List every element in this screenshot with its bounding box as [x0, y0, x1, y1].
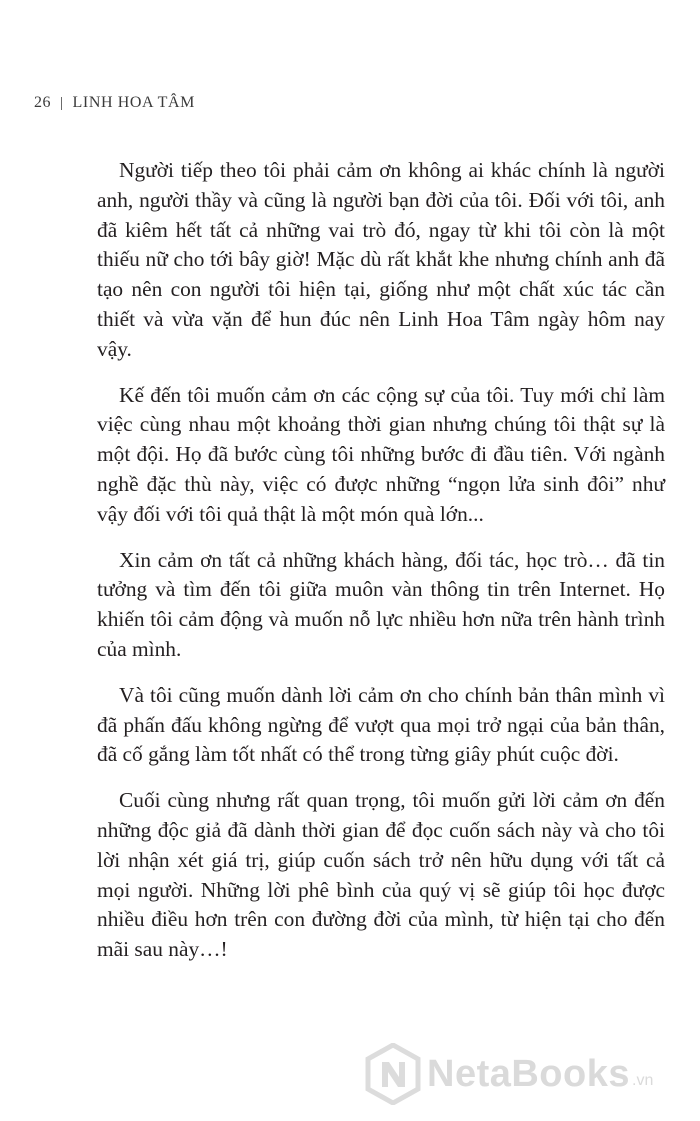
page-number: 26 [34, 94, 51, 111]
body-text [97, 156, 665, 981]
book-title: LINH HOA TÂM [72, 94, 195, 111]
header-separator: | [60, 95, 64, 111]
paragraph-4: Và tôi cũng muốn dành lời cảm ơn cho chính bản thân mình vì đã phấn đấu không ngừng để vượt qua mọi trở ngại của bản thân, đã cố gắng làm tốt nhất có thể trong từng giây phút cuộc đời. [97, 682, 665, 767]
watermark-tld: .vn [632, 1072, 654, 1089]
paragraph-1: Người tiếp theo tôi phải cảm ơn không ai khác chính là người anh, người thầy và cũng là người bạn đời của tôi. Đối với tôi, anh đã kiêm hết tất cả những vai trò đó, ngay từ khi tôi còn là một thiếu nữ cho tới bây giờ! Mặc dù rất khắt khe nhưng chính anh đã tạo nên con người tôi hiện tại, giống như một chất xúc tác cần thiết và vừa vặn để hun đúc nên Linh Hoa Tâm ngày hôm nay vậy. [97, 158, 665, 361]
watermark-brand: NetaBooks [427, 1052, 630, 1095]
running-header [34, 94, 195, 112]
paragraph-2: Kế đến tôi muốn cảm ơn các cộng sự của tôi. Tuy mới chỉ làm việc cùng nhau một khoảng thời gian nhưng chúng tôi thật sự là một đội. Họ đã bước cùng tôi những bước đi đầu tiên. Với ngành nghề đặc thù này, việc có được những “ngọn lửa sinh đôi” như vậy đối với tôi quả thật là một món quà lớn... [97, 382, 665, 526]
netabooks-logo-icon [365, 1043, 421, 1105]
watermark [365, 1043, 653, 1105]
paragraph-5: Cuối cùng nhưng rất quan trọng, tôi muốn gửi lời cảm ơn đến những độc giả đã dành thời gian để đọc cuốn sách này và cho tôi lời nhận xét giá trị, giúp cuốn sách trở nên hữu dụng với tất cả mọi người. Những lời phê bình của quý vị sẽ giúp tôi học được nhiều điều hơn trên con đường đời của mình, từ hiện tại cho đến mãi sau này…! [97, 788, 665, 962]
paragraph-3: Xin cảm ơn tất cả những khách hàng, đối tác, học trò… đã tin tưởng và tìm đến tôi giữa muôn vàn thông tin trên Internet. Họ khiến tôi cảm động và muốn nỗ lực nhiều hơn nữa trên hành trình của mình. [97, 547, 665, 661]
